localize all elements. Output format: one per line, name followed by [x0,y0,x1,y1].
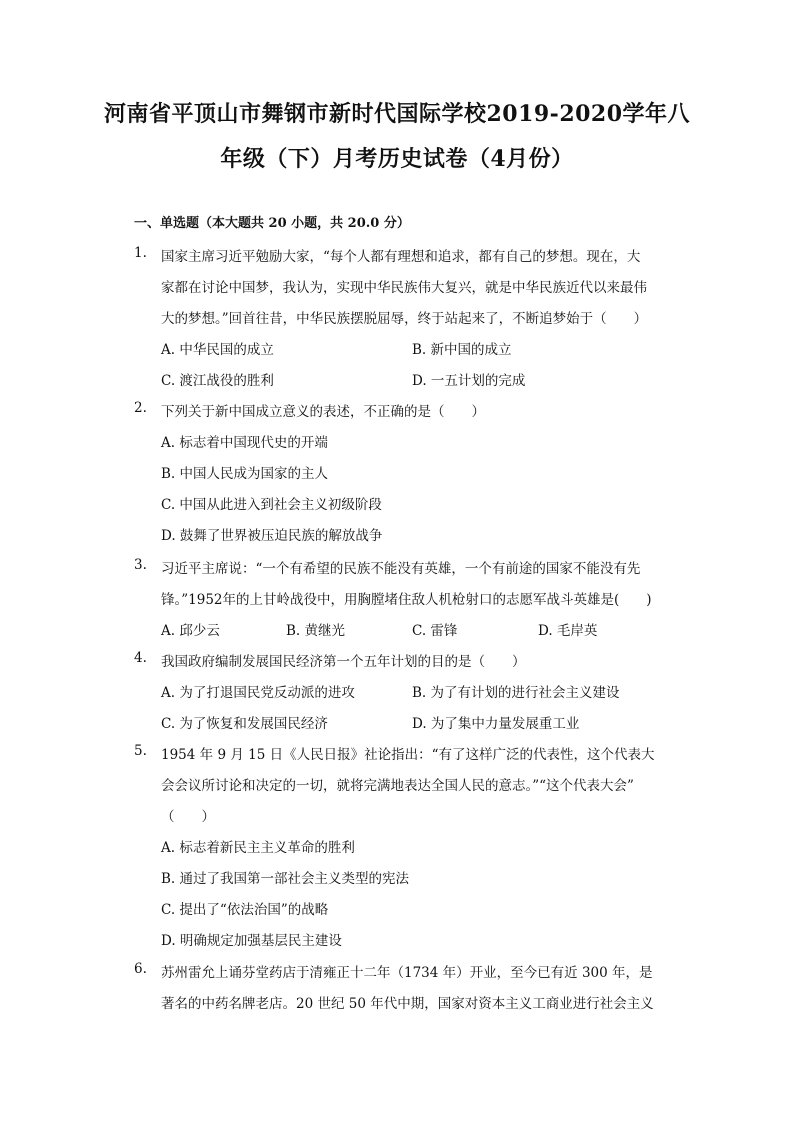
exam-title-line-2: 年级（下）月考历史试卷（4月份） [220,146,574,172]
question-text-line: 大的梦想。”回首往昔，中华民族摆脱屈辱，终于站起来了，不断追梦始于（ ） [161,311,648,327]
question-text-line: 国家主席习近平勉励大家，“每个人都有理想和追求，都有自己的梦想。现在，大 [161,249,641,265]
option-c: C. 中国从此进入到社会主义初级阶段 [161,497,382,513]
option-a: A. 中华民国的成立 [161,342,274,358]
option-d: D. 鼓舞了世界被压迫民族的解放战争 [161,528,383,544]
option-c: C. 为了恢复和发展国民经济 [161,716,328,732]
option-b: B. 通过了我国第一部社会主义类型的宪法 [161,871,410,887]
question-number: 4. [134,650,147,666]
question-text-line: （ ） [161,809,215,825]
option-c: C. 提出了“依法治国”的战略 [161,902,329,918]
option-d: D. 明确规定加强基层民主建设 [161,933,342,949]
option-a: A. 标志着新民主主义革命的胜利 [161,840,355,856]
question-number: 5. [134,743,147,759]
question-text-line: 锋。”1952年的上甘岭战役中，用胸膛堵住敌人机枪射口的志愿军战斗英雄是( ) [161,592,652,608]
option-d: D. 为了集中力量发展重工业 [412,716,580,732]
option-b: B. 为了有计划的进行社会主义建设 [412,685,620,701]
question-text-line: 著名的中药名牌老店。20 世纪 50 年代中期，国家对资本主义工商业进行社会主义 [161,996,654,1012]
question-number: 6. [134,961,147,977]
question-text-line: 我国政府编制发展国民经济第一个五年计划的目的是（ ） [161,654,526,670]
option-b: B. 黄继光 [286,623,346,639]
section-heading: 一、单选题（本大题共 20 小题，共 20.0 分） [134,216,410,231]
option-b: B. 新中国的成立 [412,342,512,358]
question-text-line: 会会议所讨论和决定的一切，就将完满地表达全国人民的意志。”“这个代表大会” [161,778,634,794]
option-a: A. 标志着中国现代史的开端 [161,435,328,451]
question-text-line: 下列关于新中国成立意义的表述，不正确的是（ ） [161,404,485,420]
option-d: D. 一五计划的完成 [412,373,526,389]
question-text-line: 1954 年 9 月 15 日《人民日报》社论指出：“有了这样广泛的代表性，这个代表大 [161,747,655,763]
exam-title-line-1: 河南省平顶山市舞钢市新时代国际学校2019-2020学年八 [103,101,691,127]
option-c: C. 雷锋 [412,623,458,639]
option-d: D. 毛岸英 [538,623,598,639]
question-number: 3. [134,557,147,573]
option-a: A. 为了打退国民党反动派的进攻 [161,685,355,701]
question-text-line: 家都在讨论中国梦，我认为，实现中华民族伟大复兴，就是中华民族近代以来最伟 [161,280,647,296]
option-c: C. 渡江战役的胜利 [161,373,274,389]
question-text-line: 习近平主席说：“一个有希望的民族不能没有英雄，一个有前途的国家不能没有先 [161,561,641,577]
option-b: B. 中国人民成为国家的主人 [161,466,329,482]
option-a: A. 邱少云 [161,623,220,639]
question-number: 1. [134,245,147,261]
question-number: 2. [134,400,147,416]
question-text-line: 苏州雷允上诵芬堂药店于清雍正十二年（1734 年）开业，至今已有近 300 年，是 [161,965,653,981]
